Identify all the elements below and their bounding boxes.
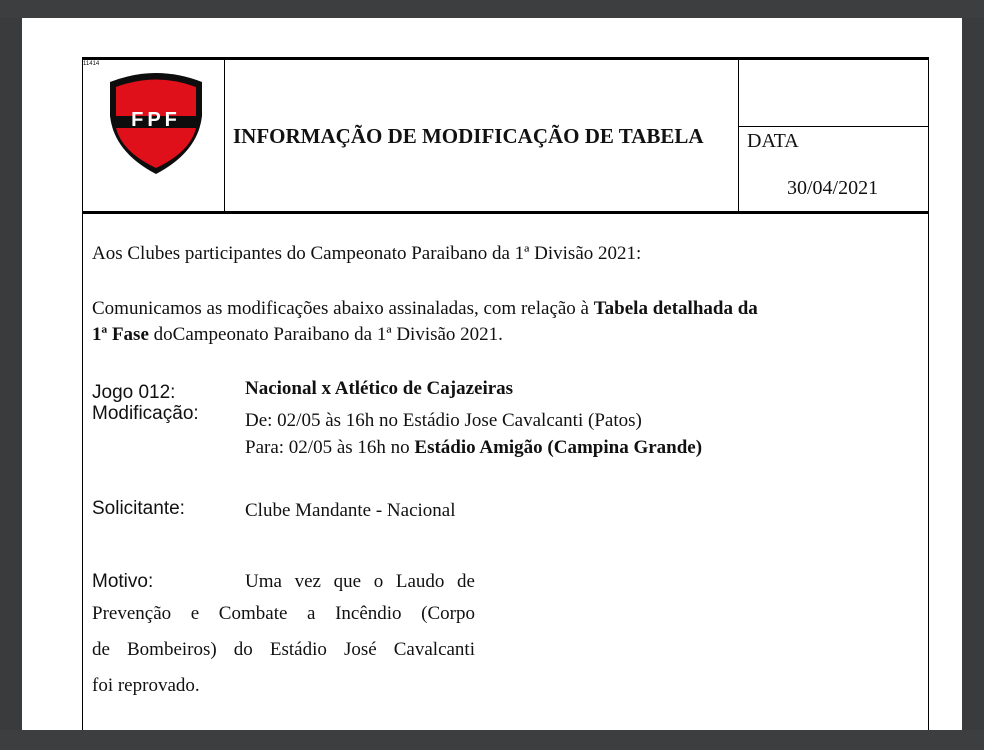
date-cell-divider [738, 126, 928, 127]
solicitante-value: Clube Mandante - Nacional [245, 500, 456, 521]
motivo-line-1: Uma vez que o Laudo de [245, 571, 475, 592]
comunicado-text: Comunicamos as modificações abaixo assinaladas, com relação à [92, 298, 594, 319]
greeting: Aos Clubes participantes do Campeonato Paraibano da 1ª Divisão 2021: [92, 243, 642, 264]
document-title: INFORMAÇÃO DE MODIFICAÇÃO DE TABELA [233, 124, 704, 148]
motivo-line-2: Prevenção e Combate a Incêndio (Corpo [92, 603, 475, 624]
date-value: 30/04/2021 [787, 177, 879, 199]
match-to-text: Para: 02/05 às 16h no [245, 437, 415, 458]
date-label: DATA [747, 130, 799, 152]
comunicado-line-1 [92, 298, 758, 320]
header-divider-left [224, 58, 225, 213]
header-top-rule [82, 57, 929, 60]
comunicado-line-2 [92, 324, 503, 346]
solicitante-label: Solicitante: [92, 498, 185, 519]
fpf-shield-logo [106, 68, 206, 178]
document-code: 11414 [83, 61, 100, 67]
logo-text: FPF [131, 109, 181, 131]
match-to [245, 437, 702, 459]
match-title: Nacional x Atlético de Cajazeiras [245, 378, 514, 399]
header-bottom-rule [82, 211, 929, 214]
document-page [22, 18, 962, 730]
header-divider-right [738, 58, 739, 213]
match-from: De: 02/05 às 16h no Estádio Jose Cavalcanti (Patos) [245, 410, 642, 431]
motivo-line-4: foi reprovado. [92, 675, 200, 696]
comunicado-text-2: doCampeonato Paraibano da 1ª Divisão 2021. [148, 324, 503, 345]
comunicado-bold-tabela: Tabela detalhada da [593, 298, 758, 319]
match-to-venue: Estádio Amigão (Campina Grande) [414, 437, 703, 458]
viewer-top-bar [0, 0, 984, 18]
motivo-label: Motivo: [92, 571, 154, 592]
modificacao-label: Modificação: [92, 403, 199, 424]
viewer-bottom-bar [0, 730, 984, 750]
motivo-line-3: de Bombeiros) do Estádio José Cavalcanti [92, 639, 475, 660]
comunicado-bold-fase: 1ª Fase [92, 324, 149, 345]
jogo-label: Jogo 012: [92, 382, 176, 403]
